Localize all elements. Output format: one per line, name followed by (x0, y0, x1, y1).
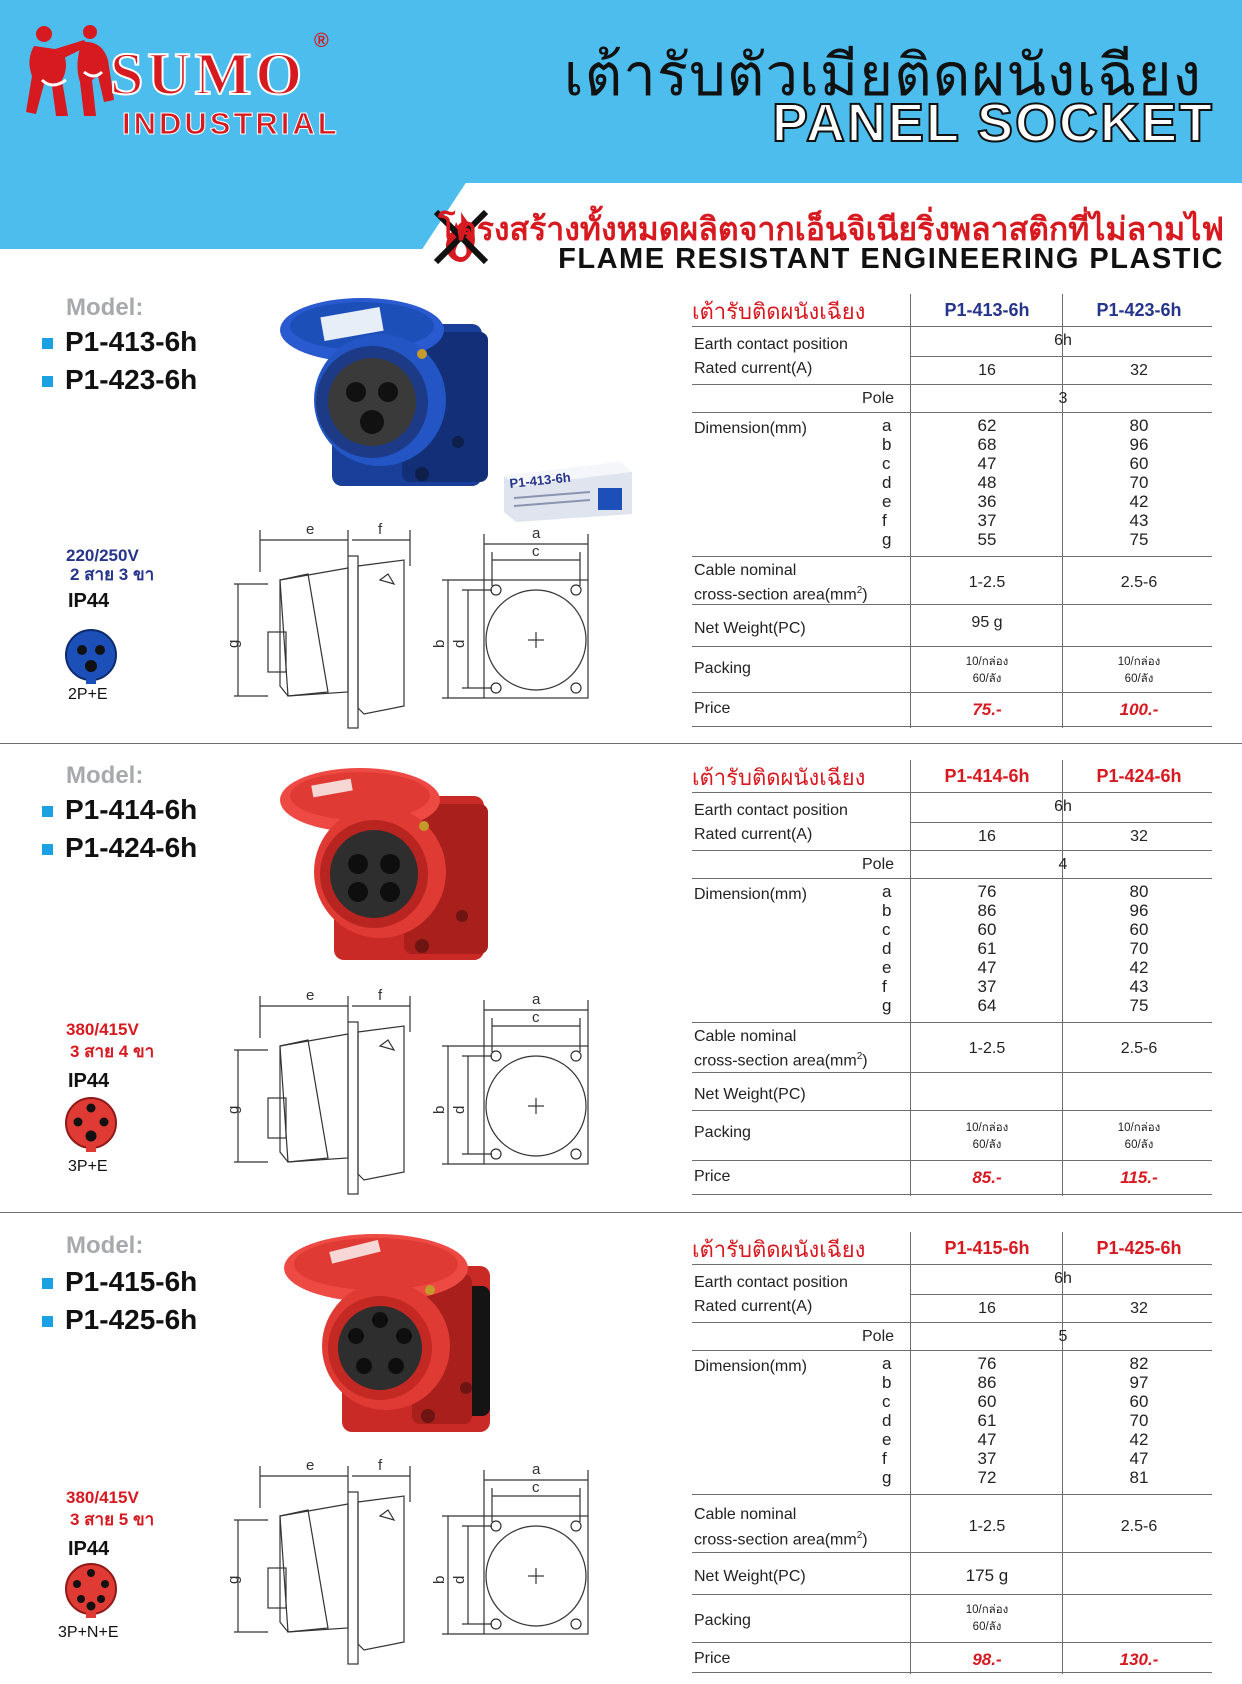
row-label: Net Weight(PC) (694, 1086, 806, 1103)
row-label: Packing (694, 1612, 751, 1629)
packing-value: 10/กล่อง 60/ลัง (965, 656, 1009, 685)
dim-b-label: b (431, 1575, 448, 1584)
feature-text-english: FLAME RESISTANT ENGINEERING PLASTIC (558, 243, 1224, 275)
wires-text: 3 สาย 4 ขา (70, 1042, 155, 1061)
model-number: P1-414-6h (65, 794, 198, 825)
dim-g-label: g (225, 1105, 242, 1114)
dim-g-label: g (225, 1575, 242, 1584)
red-socket-photo (272, 760, 502, 972)
section-divider (0, 1212, 1242, 1213)
voltage-text: 380/415V (66, 1488, 139, 1507)
dim-e-label: e (306, 987, 315, 1004)
model-number: P1-425-6h (65, 1304, 198, 1335)
model-label: Model: (66, 1232, 144, 1259)
row-label: Cable nominal (694, 1028, 797, 1045)
rated-value: 16 (978, 828, 996, 845)
model-item (42, 794, 197, 826)
bullet-square (42, 338, 53, 349)
row-label: cross-section $area(mm^2)$ (694, 585, 868, 604)
dim-a-label: a (532, 991, 541, 1008)
box-label: P1-413-6h (508, 469, 572, 491)
dim-a-label: a (532, 525, 541, 542)
row-label: Packing (694, 660, 751, 677)
page-title-thai: เต้ารับตัวเมียติดผนังเฉียง (563, 43, 1202, 108)
earth-value: 6h (1054, 798, 1072, 815)
dim-values: 82 97 60 70 42 47 81 (1129, 1354, 1149, 1487)
dim-f-label: f (378, 987, 383, 1004)
dim-b-label: b (431, 1105, 448, 1114)
weight-value: 95 g (971, 614, 1003, 631)
pin-config: 3P+E (68, 1158, 108, 1175)
dim-d-label: d (451, 639, 468, 648)
price-value: 115.- (1120, 1168, 1158, 1187)
row-label: Rated current(A) (694, 360, 813, 377)
table-title: เต้ารับติดผนังเฉียง (692, 299, 866, 324)
ip-rating: IP44 (68, 590, 110, 612)
spec-table (692, 760, 1212, 1196)
rated-value: 16 (978, 362, 996, 379)
dim-c-label: c (532, 1009, 540, 1026)
ip-rating: IP44 (68, 1538, 110, 1560)
price-value: 100.- (1119, 700, 1159, 719)
dim-b-label: b (431, 639, 448, 648)
pole-value: 4 (1058, 856, 1068, 873)
bullet-square (42, 376, 53, 387)
column-header: P1-413-6h (944, 300, 1030, 320)
cable-value: 2.5-6 (1120, 574, 1158, 591)
model-item (42, 1266, 197, 1298)
blue-socket-photo (272, 292, 502, 504)
row-label: Rated current(A) (694, 1298, 813, 1315)
price-value: 98.- (972, 1650, 1002, 1669)
wires-text: 3 สาย 5 ขา (70, 1510, 155, 1529)
voltage-text: 380/415V (66, 1020, 139, 1039)
section-divider (0, 743, 1242, 744)
dimension-drawing (225, 520, 618, 728)
pin-layout-4-icon (64, 1096, 118, 1154)
weight-value: 175 g (965, 1566, 1009, 1585)
product-box-photo (500, 458, 636, 524)
pin-config: 2P+E (68, 686, 108, 703)
earth-value: 6h (1054, 1270, 1072, 1287)
row-label: Price (694, 1168, 731, 1185)
cable-value: 1-2.5 (968, 574, 1006, 591)
cable-value: 1-2.5 (968, 1518, 1006, 1535)
row-label: Pole (862, 1328, 895, 1345)
pole-value: 3 (1058, 390, 1068, 407)
bullet-square (42, 844, 53, 855)
bullet-square (42, 806, 53, 817)
page-title-english: PANEL SOCKET (771, 93, 1214, 153)
row-label: Earth contact position (694, 336, 848, 353)
rated-value: 16 (978, 1300, 996, 1317)
column-header: P1-414-6h (944, 766, 1030, 786)
brand-name: SUMO (110, 41, 306, 107)
row-label: Rated current(A) (694, 826, 813, 843)
pin-layout-5-icon (64, 1562, 118, 1620)
row-label: Dimension(mm) (694, 886, 807, 903)
dim-d-label: d (451, 1105, 468, 1114)
dim-values: 76 86 60 61 47 37 64 (977, 882, 997, 1015)
dimension-drawing (225, 1456, 618, 1664)
cable-value: 2.5-6 (1120, 1040, 1158, 1057)
model-label: Model: (66, 762, 144, 789)
red-socket-photo (280, 1226, 510, 1438)
registered-mark: ® (314, 30, 329, 52)
spec-table (692, 1232, 1212, 1674)
dimension-drawing (225, 986, 618, 1194)
table-title: เต้ารับติดผนังเฉียง (692, 1237, 866, 1262)
pin-config: 3P+N+E (58, 1624, 119, 1641)
dim-letters: a b c d e f g (882, 416, 892, 549)
model-number: P1-423-6h (65, 364, 198, 395)
row-label: cross-section $area(mm^2)$ (694, 1051, 868, 1070)
model-item (42, 832, 197, 864)
spec-table (692, 294, 1212, 728)
column-header: P1-415-6h (944, 1238, 1030, 1258)
row-label: cross-section $area(mm^2)$ (694, 1530, 868, 1549)
dim-f-label: f (378, 1457, 383, 1474)
rated-value: 32 (1130, 362, 1148, 379)
price-value: 85.- (972, 1168, 1002, 1187)
dim-c-label: c (532, 1479, 540, 1496)
packing-value: 10/กล่อง 60/ลัง (1117, 1122, 1161, 1151)
model-label: Model: (66, 294, 144, 321)
wires-text: 2 สาย 3 ขา (70, 565, 155, 584)
dim-e-label: e (306, 1457, 315, 1474)
column-header: P1-425-6h (1096, 1238, 1182, 1258)
dim-f-label: f (378, 521, 383, 538)
column-header: P1-424-6h (1096, 766, 1182, 786)
bullet-square (42, 1278, 53, 1289)
model-item (42, 364, 197, 396)
model-number: P1-424-6h (65, 832, 198, 863)
model-item (42, 326, 197, 358)
packing-value: 10/กล่อง 60/ลัง (1117, 656, 1161, 685)
row-label: Price (694, 700, 731, 717)
pin-layout-3-icon (64, 628, 118, 686)
brand-subtitle: INDUSTRIAL (122, 106, 340, 141)
dim-c-label: c (532, 543, 540, 560)
row-label: Cable nominal (694, 562, 797, 579)
column-header: P1-423-6h (1096, 300, 1182, 320)
row-label: Packing (694, 1124, 751, 1141)
row-label: Price (694, 1650, 731, 1667)
dim-values: 80 96 60 70 42 43 75 (1129, 416, 1149, 549)
cable-value: 2.5-6 (1120, 1518, 1158, 1535)
row-label: Pole (862, 390, 895, 407)
dim-a-label: a (532, 1461, 541, 1478)
cable-value: 1-2.5 (968, 1040, 1006, 1057)
table-title: เต้ารับติดผนังเฉียง (692, 765, 866, 790)
dim-g-label: g (225, 639, 242, 648)
earth-value: 6h (1054, 332, 1072, 349)
row-label: Net Weight(PC) (694, 620, 806, 637)
row-label: Earth contact position (694, 1274, 848, 1291)
model-number: P1-413-6h (65, 326, 198, 357)
voltage-text: 220/250V (66, 546, 139, 565)
model-item (42, 1304, 197, 1336)
brand-logo (22, 20, 342, 141)
dim-e-label: e (306, 521, 315, 538)
row-label: Pole (862, 856, 895, 873)
rated-value: 32 (1130, 1300, 1148, 1317)
dim-values: 80 96 60 70 42 43 75 (1129, 882, 1149, 1015)
price-value: 130.- (1119, 1650, 1159, 1669)
dim-values: 62 68 47 48 36 37 55 (977, 416, 997, 549)
row-label: Dimension(mm) (694, 1358, 807, 1375)
packing-value: 10/กล่อง 60/ลัง (965, 1604, 1009, 1633)
row-label: Net Weight(PC) (694, 1568, 806, 1585)
sumo-wrestler-icon (22, 20, 118, 130)
price-value: 75.- (972, 700, 1002, 719)
ip-rating: IP44 (68, 1070, 110, 1092)
row-label: Dimension(mm) (694, 420, 807, 437)
model-number: P1-415-6h (65, 1266, 198, 1297)
row-label: Cable nominal (694, 1506, 797, 1523)
feature-text-thai: โครงสร้างทั้งหมดผลิตจากเอ็นจิเนียริ่งพลาสติกที่ไม่ลามไฟ (438, 211, 1224, 247)
packing-value: 10/กล่อง 60/ลัง (965, 1122, 1009, 1151)
row-label: Earth contact position (694, 802, 848, 819)
dim-d-label: d (451, 1575, 468, 1584)
pole-value: 5 (1058, 1328, 1068, 1345)
dim-letters: a b c d e f g (882, 1354, 892, 1487)
dim-values: 76 86 60 61 47 37 72 (977, 1354, 997, 1487)
dim-letters: a b c d e f g (882, 882, 892, 1015)
bullet-square (42, 1316, 53, 1327)
rated-value: 32 (1130, 828, 1148, 845)
